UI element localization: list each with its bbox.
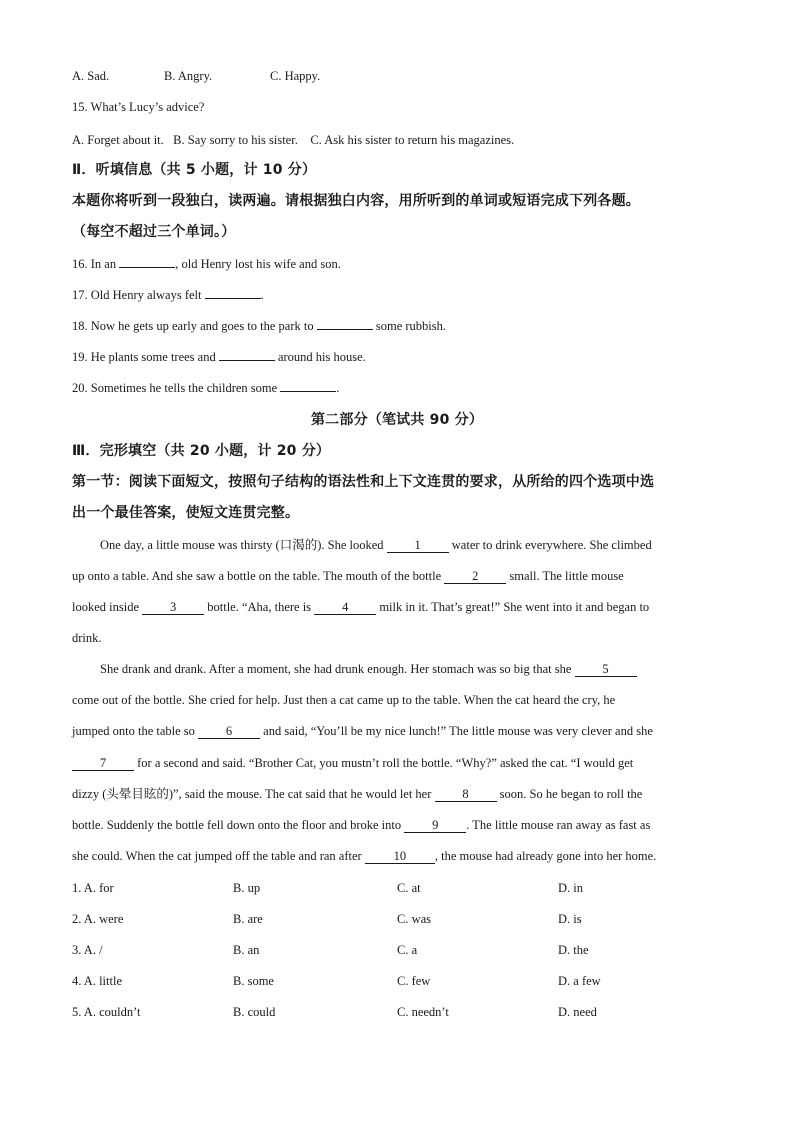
choice-option: D. in [558, 881, 583, 895]
cloze-blank-1: 1 [387, 538, 449, 553]
cloze-blank-4: 4 [314, 600, 376, 615]
passage-line [72, 755, 633, 771]
passage-text: She drank and drank. After a moment, she had drunk enough. Her stomach was so big that she [100, 662, 575, 676]
item-20-blank [280, 391, 336, 392]
cloze-blank-9: 9 [404, 818, 466, 833]
passage-text: and said, “You’ll be my nice lunch!” The little mouse was very clever and she [260, 724, 653, 738]
choice-option: B. up [233, 881, 261, 895]
q14-option-c: C. Happy. [270, 69, 321, 83]
section2-heading: Ⅱ．听填信息（共 5 小题，计 10 分） [72, 162, 317, 178]
q14-options [72, 68, 320, 84]
choice-option: C. at [397, 881, 421, 895]
passage-text: for a second and said. “Brother Cat, you mustn’t roll the bottle. “Why?” asked the cat. “I would get [134, 756, 634, 770]
item-16 [72, 256, 341, 272]
item-20 [72, 380, 339, 396]
item-17-text-before: 17. Old Henry always felt [72, 288, 205, 302]
choice-option: 4. A. little [72, 974, 122, 988]
item-20-text-after: . [336, 381, 340, 395]
choice-option: C. needn’t [397, 1005, 449, 1019]
item-19-text-after: around his house. [274, 350, 366, 364]
passage-line [72, 568, 624, 584]
item-18-text-before: 18. Now he gets up early and goes to the park to [72, 319, 317, 333]
item-18-blank [317, 329, 373, 330]
choice-option: D. is [558, 912, 582, 926]
item-18-text-after: some rubbish. [372, 319, 446, 333]
choice-option: C. few [397, 974, 431, 988]
choice-option: B. are [233, 912, 263, 926]
passage-line [72, 723, 653, 739]
passage-text: soon. So he began to roll the [496, 787, 643, 801]
passage-text: milk in it. That’s great!” She went into it and began to [376, 600, 650, 614]
passage-text: up onto a table. And she saw a bottle on the table. The mouth of the bottle [72, 569, 445, 583]
cloze-blank-8: 8 [435, 787, 497, 802]
cloze-blank-7: 7 [72, 756, 134, 771]
passage-line: drink. [72, 631, 102, 645]
item-16-blank [119, 267, 175, 268]
item-19 [72, 349, 366, 365]
choice-option: 2. A. were [72, 912, 124, 926]
choice-option: C. was [397, 912, 432, 926]
passage-line: come out of the bottle. She cried for help. Just then a cat came up to the table. When the cat heard the cry, he [72, 693, 616, 707]
item-16-text-before: 16. In an [72, 257, 120, 271]
passage-line [72, 848, 656, 864]
passage-text: , the mouse had already gone into her home. [434, 849, 657, 863]
q15-options [72, 132, 514, 148]
choice-option: D. the [558, 943, 589, 957]
item-19-blank [219, 360, 275, 361]
section2-instruction-1: 本题你将听到一段独白，读两遍。请根据独白内容，用所听到的单词或短语完成下列各题。 [72, 193, 640, 209]
section3-instruction-1: 第一节：阅读下面短文，按照句子结构的语法性和上下文连贯的要求，从所给的四个选项中选 [72, 474, 655, 490]
passage-line [72, 786, 642, 802]
cloze-blank-3: 3 [142, 600, 204, 615]
passage-text: . The little mouse ran away as fast as [466, 818, 651, 832]
passage-text: dizzy (头晕目眩的)”, said the mouse. The cat said that he would let her [72, 787, 435, 801]
passage-line [72, 817, 650, 833]
passage-text: One day, a little mouse was thirsty (口渴的). She looked [100, 538, 387, 552]
passage-text: jumped onto the table so [72, 724, 199, 738]
choice-option: 3. A. / [72, 943, 103, 957]
q14-option-b: B. Angry. [164, 69, 213, 83]
choice-option: D. a few [558, 974, 601, 988]
choice-option: B. could [233, 1005, 276, 1019]
passage-text: she could. When the cat jumped off the table and ran after [72, 849, 365, 863]
q15-question: 15. What’s Lucy’s advice? [72, 100, 205, 114]
item-17-text-after: . [260, 288, 264, 302]
q14-option-a: A. Sad. [72, 69, 110, 83]
item-20-text-before: 20. Sometimes he tells the children some [72, 381, 281, 395]
section3-instruction-2: 出一个最佳答案，使短文连贯完整。 [72, 505, 300, 521]
passage-line [72, 599, 649, 615]
passage-text: bottle. Suddenly the bottle fell down onto the floor and broke into [72, 818, 405, 832]
item-19-text-before: 19. He plants some trees and [72, 350, 219, 364]
cloze-blank-2: 2 [444, 569, 506, 584]
q15-option-a: A. Forget about it. [72, 133, 164, 147]
item-16-text-after: , old Henry lost his wife and son. [175, 257, 341, 271]
item-17 [72, 287, 264, 303]
choice-option: D. need [558, 1005, 597, 1019]
cloze-blank-6: 6 [198, 724, 260, 739]
q15-option-b: B. Say sorry to his sister. [173, 133, 298, 147]
passage-text: small. The little mouse [506, 569, 624, 583]
passage-text: looked inside [72, 600, 143, 614]
item-18 [72, 318, 446, 334]
section3-heading: Ⅲ．完形填空（共 20 小题，计 20 分） [72, 443, 331, 459]
part2-title: 第二部分（笔试共 90 分） [310, 412, 484, 428]
choice-option: 5. A. couldn’t [72, 1005, 141, 1019]
cloze-blank-5: 5 [575, 662, 637, 677]
choice-option: B. some [233, 974, 274, 988]
choice-option: B. an [233, 943, 260, 957]
passage-text: bottle. “Aha, there is [204, 600, 315, 614]
section2-instruction-2: （每空不超过三个单词。） [72, 224, 236, 240]
passage-text: water to drink everywhere. She climbed [448, 538, 652, 552]
choice-option: C. a [397, 943, 418, 957]
passage-line [100, 537, 652, 553]
q15-option-c: C. Ask his sister to return his magazines. [310, 133, 515, 147]
passage-line [100, 661, 637, 677]
choice-option: 1. A. for [72, 881, 114, 895]
cloze-blank-10: 10 [365, 849, 435, 864]
item-17-blank [205, 298, 261, 299]
